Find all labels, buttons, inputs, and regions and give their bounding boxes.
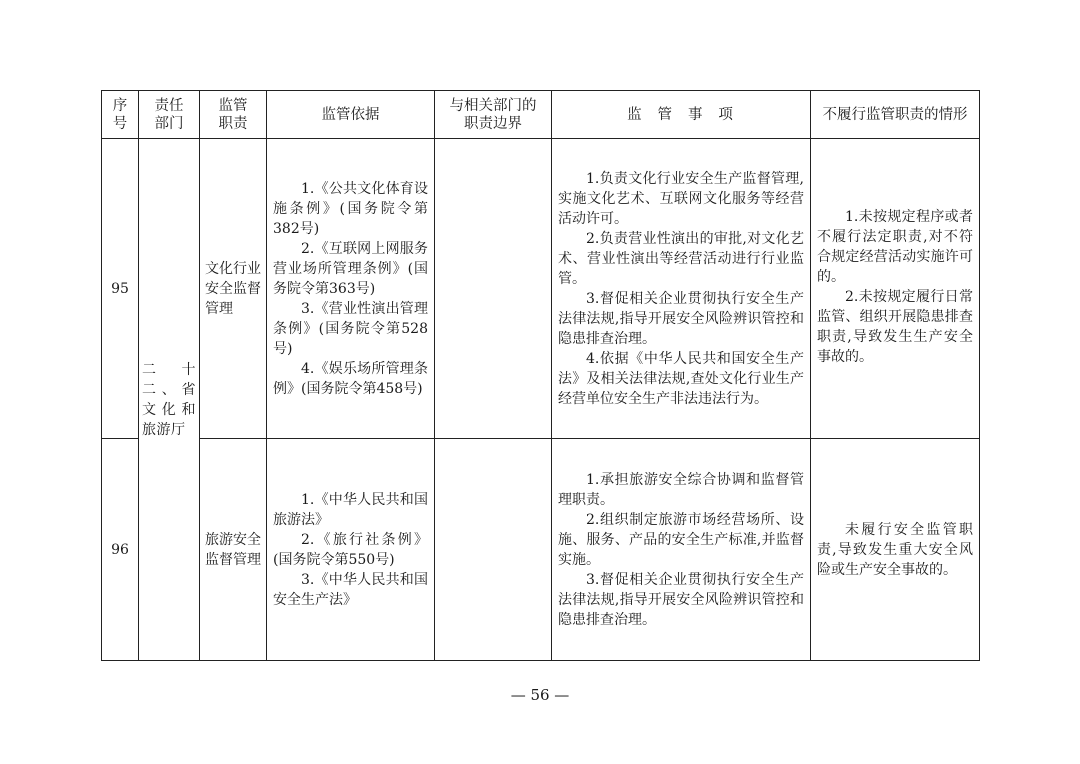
dept-cell: 二十二、省文化和旅游厅: [139, 139, 200, 661]
row-duty: 文化行业安全监督管理: [200, 139, 267, 439]
basis-line: 1.《中华人民共和国旅游法》: [273, 491, 428, 528]
item-line: 2.负责营业性演出的审批,对文化艺术、营业性演出等经营活动进行行业监管。: [558, 230, 804, 287]
failure-line: 1.未按规定程序或者不履行法定职责,对不符合规定经营活动实施许可的。: [817, 209, 973, 285]
row-duty: 旅游安全监督管理: [200, 439, 267, 661]
row-basis: [267, 439, 435, 661]
basis-line: 2.《旅行社条例》(国务院令第550号): [273, 531, 428, 568]
header-items: 监管事项: [552, 91, 811, 139]
row-basis: [267, 139, 435, 439]
item-line: 1.负责文化行业安全生产监督管理,实施文化艺术、互联网文化服务等经营活动许可。: [558, 170, 804, 227]
row-failure: [811, 439, 980, 661]
item-line: 3.督促相关企业贯彻执行安全生产法律法规,指导开展安全风险辨识管控和隐患排查治理。: [558, 290, 804, 347]
header-boundary: 与相关部门的 职责边界: [435, 91, 552, 139]
page-number: — 56 —: [510, 686, 570, 704]
row-failure: [811, 139, 980, 439]
row-boundary: [435, 139, 552, 439]
row-items: [552, 439, 811, 661]
row-seq: 96: [102, 439, 139, 661]
header-duty: 监管 职责: [200, 91, 267, 139]
failure-line: 未履行安全监管职责,导致发生重大安全风险或生产安全事故的。: [817, 521, 973, 578]
failure-line: 2.未按规定履行日常监管、组织开展隐患排查职责,导致发生生产安全事故的。: [817, 289, 973, 365]
item-line: 1.承担旅游安全综合协调和监督管理职责。: [558, 471, 804, 508]
header-basis: 监管依据: [267, 91, 435, 139]
basis-line: 4.《娱乐场所管理条例》(国务院令第458号): [273, 360, 428, 397]
header-failure: 不履行监管职责的情形: [811, 91, 980, 139]
basis-line: 2.《互联网上网服务营业场所管理条例》(国务院令第363号): [273, 240, 428, 297]
table-row: [102, 439, 980, 661]
table-row: [102, 139, 980, 439]
basis-line: 1.《公共文化体育设施条例》(国务院令第382号): [273, 180, 428, 237]
row-boundary: [435, 439, 552, 661]
basis-line: 3.《营业性演出管理条例》(国务院令第528号): [273, 300, 428, 357]
header-seq: 序 号: [102, 91, 139, 139]
regulation-table: [101, 90, 980, 661]
header-row: [102, 91, 980, 139]
row-seq: 95: [102, 139, 139, 439]
basis-line: 3.《中华人民共和国安全生产法》: [273, 571, 428, 608]
header-dept: 责任 部门: [139, 91, 200, 139]
item-line: 4.依据《中华人民共和国安全生产法》及相关法律法规,查处文化行业生产经营单位安全生产非法违法行为。: [558, 350, 804, 407]
row-items: [552, 139, 811, 439]
item-line: 3.督促相关企业贯彻执行安全生产法律法规,指导开展安全风险辨识管控和隐患排查治理。: [558, 571, 804, 628]
item-line: 2.组织制定旅游市场经营场所、设施、服务、产品的安全生产标准,并监督实施。: [558, 511, 804, 568]
